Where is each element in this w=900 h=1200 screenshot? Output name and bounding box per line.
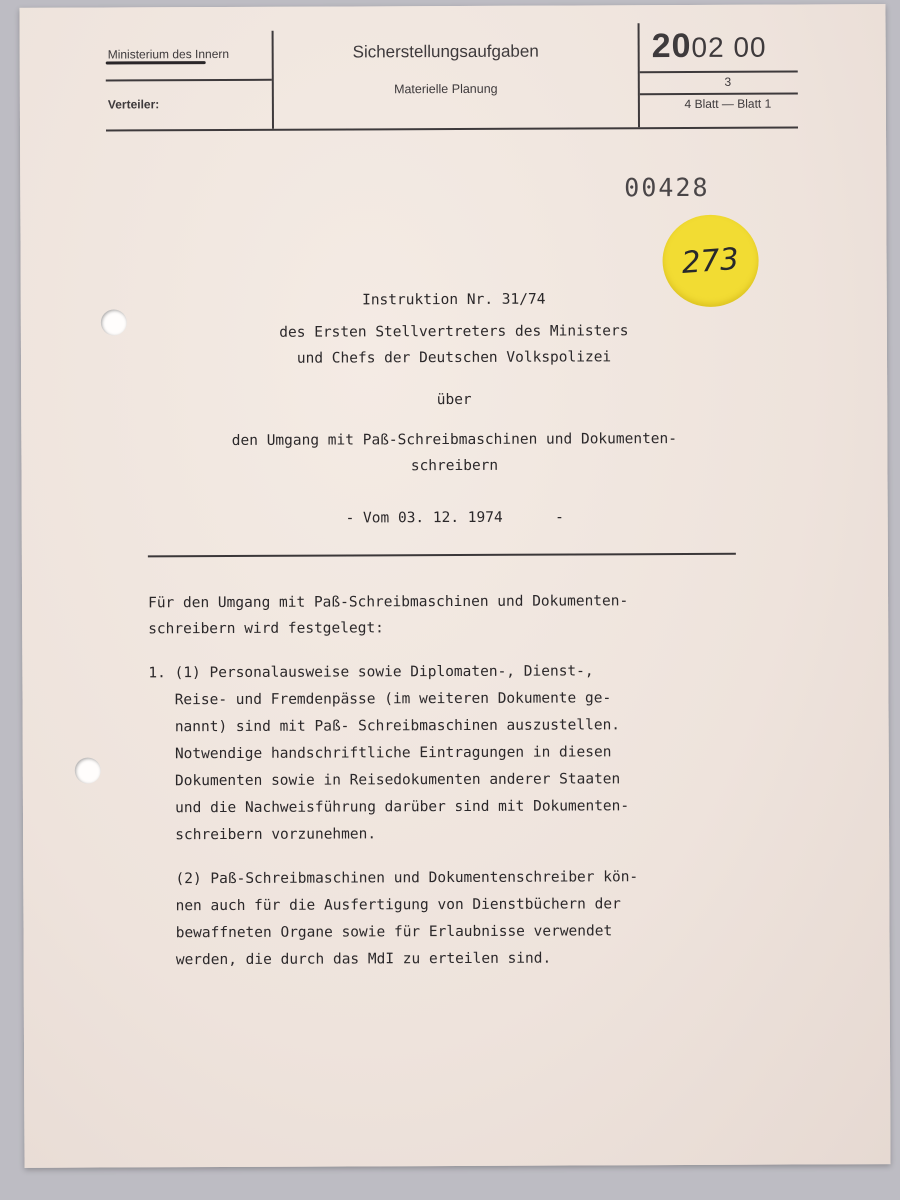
document-code bbox=[652, 27, 767, 67]
header-vertical-rule-2 bbox=[638, 23, 640, 127]
paragraph-1-line: Dokumenten sowie in Reisedokumenten anderer Staaten bbox=[148, 771, 621, 790]
topic-title: Sicherstellungsaufgaben bbox=[352, 41, 539, 62]
sheet-info: 4 Blatt — Blatt 1 bbox=[684, 96, 772, 111]
intro-line-1: Für den Umgang mit Paß-Schreibmaschinen und Dokumenten- bbox=[148, 593, 629, 612]
stamp-number: 00428 bbox=[624, 172, 710, 203]
title-line-2: des Ersten Stellvertreters des Ministers bbox=[279, 323, 629, 341]
ministry-underline bbox=[106, 61, 206, 64]
document-date: - Vom 03. 12. 1974 - bbox=[345, 509, 564, 527]
document-header bbox=[106, 23, 798, 130]
paragraph-2-line: (2) Paß-Schreibmaschinen und Dokumentenschreiber kön- bbox=[149, 869, 639, 888]
document-page bbox=[19, 4, 890, 1168]
header-left-divider bbox=[106, 79, 272, 82]
sticker-number: 273 bbox=[680, 241, 741, 281]
title-line-4: über bbox=[436, 391, 472, 409]
document-code-minor: 02 00 bbox=[691, 31, 767, 63]
paragraph-1-line: Reise- und Fremdenpässe (im weiteren Dokumente ge- bbox=[148, 690, 612, 709]
paragraph-1-line: Notwendige handschriftliche Eintragungen in diesen bbox=[148, 744, 612, 763]
paragraph-2-line: werden, die durch das MdI zu erteilen sind. bbox=[149, 950, 552, 969]
paragraph-1-line: 1. (1) Personalausweise sowie Diplomaten-, Dienst-, bbox=[148, 663, 594, 682]
document-code-major: 20 bbox=[651, 26, 692, 66]
paragraph-2-line: nen auch für die Ausfertigung von Dienstbüchern der bbox=[149, 896, 621, 915]
ministry-name: Ministerium des Innern bbox=[107, 46, 230, 62]
paragraph-1-line: schreibern vorzunehmen. bbox=[149, 826, 377, 844]
paragraph-1-line: nannt) sind mit Paß- Schreibmaschinen auszustellen. bbox=[148, 717, 621, 736]
paragraph-1-line: und die Nachweisführung darüber sind mit Dokumenten- bbox=[148, 798, 630, 817]
header-right-divider-1 bbox=[640, 70, 798, 73]
distribution-label: Verteiler: bbox=[107, 97, 160, 112]
punch-hole-bottom bbox=[75, 758, 101, 784]
title-line-6: schreibern bbox=[410, 457, 499, 475]
title-divider bbox=[148, 553, 736, 558]
title-line-5: den Umgang mit Paß-Schreibmaschinen und Dokumenten- bbox=[231, 431, 678, 449]
header-vertical-rule-1 bbox=[272, 31, 274, 129]
paragraph-2-line: bewaffneten Organe sowie für Erlaubnisse verwendet bbox=[149, 923, 613, 942]
header-right-divider-2 bbox=[640, 92, 798, 95]
document-number: 3 bbox=[724, 74, 732, 89]
title-line-3: und Chefs der Deutschen Volkspolizei bbox=[296, 349, 612, 367]
topic-subtitle: Materielle Planung bbox=[394, 81, 498, 97]
instruction-number: Instruktion Nr. 31/74 bbox=[362, 291, 546, 309]
intro-line-2: schreibern wird festgelegt: bbox=[148, 620, 384, 638]
header-bottom-rule bbox=[106, 126, 798, 131]
